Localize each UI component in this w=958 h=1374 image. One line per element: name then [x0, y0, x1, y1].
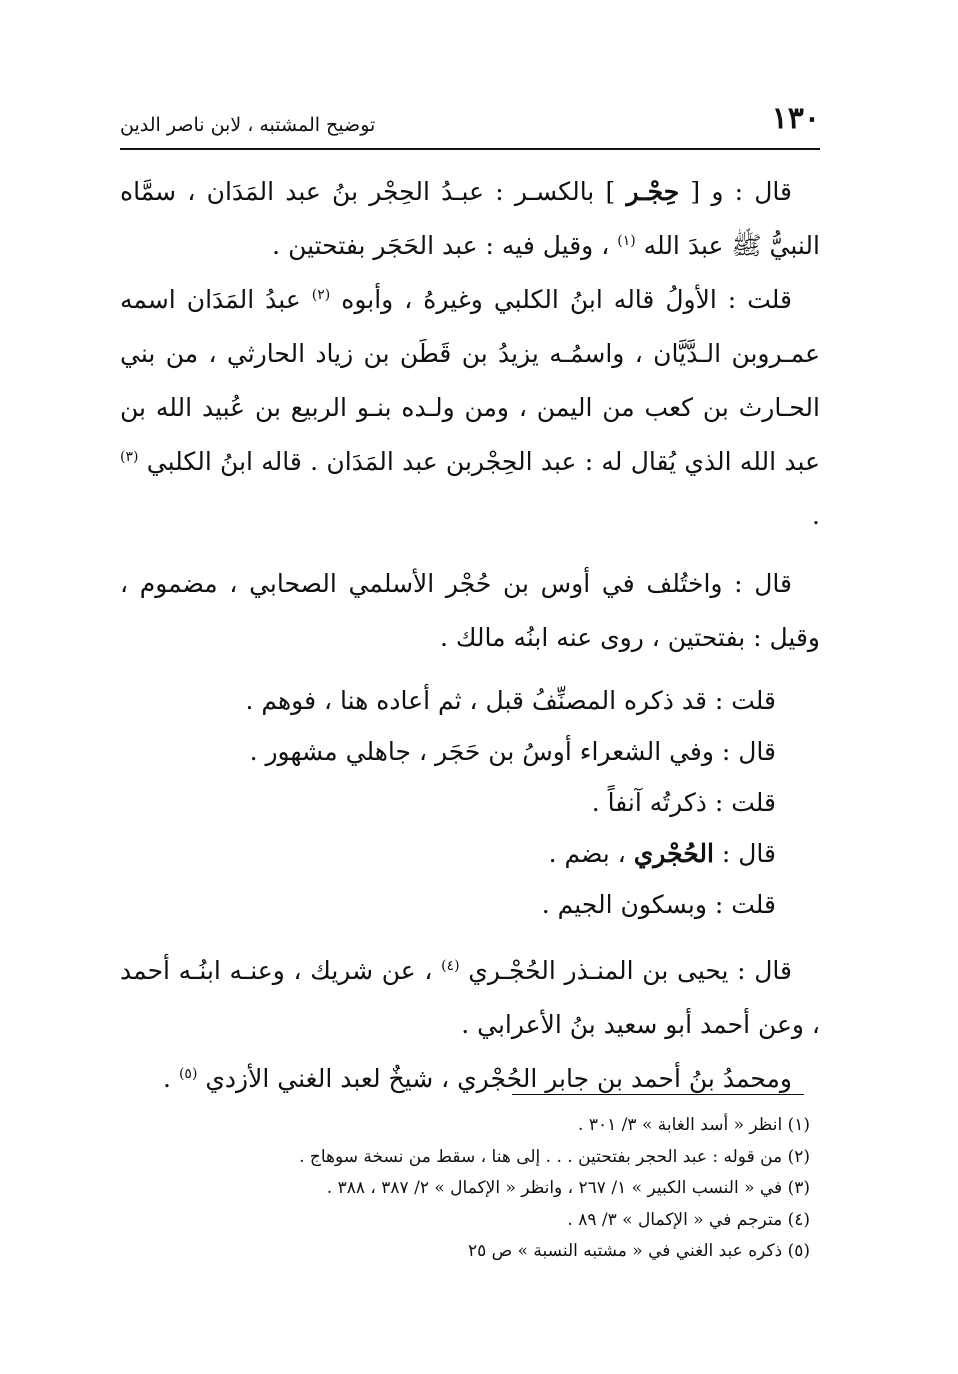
- footnote-3: (٣) في « النسب الكبير » ١/ ٢٦٧ ، وانظر « الإكمال » ٢/ ٣٨٧ ، ٣٨٨ .: [326, 1178, 810, 1198]
- footnote-5: (٥) ذكره عبد الغني في « مشتبه النسبة » ص ٢٥: [467, 1241, 810, 1261]
- line-qal-shuara: قال : وفي الشعراء أوسُ بن حَجَر ، جاهلي مشهور .: [249, 737, 776, 766]
- footnote-ref-3: (٣): [120, 449, 139, 465]
- paragraph-yahya: [120, 944, 820, 1052]
- running-title: توضيح المشتبه ، لابن ناصر الدين: [120, 114, 376, 136]
- line-qal-hujri: [120, 828, 776, 879]
- text-run: ومحمدُ بنُ أحمد بن جابر الحُجْري ، شيخٌ لعبد الغني الأزدي: [197, 1064, 792, 1093]
- footnote-ref-4: (٤): [441, 958, 460, 974]
- text-run: .: [812, 501, 820, 530]
- paragraph-muhammad: [120, 1052, 820, 1106]
- text-run: قال : يحيى بن المنـذر الحُجْـري: [459, 956, 793, 985]
- footnote-ref-5: (٥): [178, 1066, 198, 1082]
- text-run: ، بضم .: [548, 839, 634, 868]
- text-run: قال : واختُلف في أوس بن حُجْر الأسلمي الصحابي ، مضموم ، وقيل : بفتحتين ، روى عنه ابنُه مالك .: [120, 569, 820, 652]
- page-number: ١٣٠: [771, 101, 820, 136]
- footnotes: [200, 1110, 810, 1268]
- footnote-ref-2: (٢): [311, 287, 331, 303]
- footnote-1: (١) انظر « أسد الغابة » ٣/ ٣٠١ .: [578, 1115, 810, 1135]
- main-text: [120, 165, 820, 1106]
- paragraph-hijr: [120, 165, 820, 273]
- line-qult-2: قلت : ذكرتُه آنفاً .: [591, 788, 776, 817]
- text-run: ، عن شريك ، وعنـه ابنُـه أحمد ، وعن أحمد أبو سعيد بنُ الأعرابي .: [120, 956, 820, 1039]
- entry-term-hujri: الحُجْري: [633, 839, 714, 868]
- footnote-4: (٤) مترجم في « الإكمال » ٣/ ٨٩ .: [567, 1209, 810, 1230]
- text-run: عبدُ المَدَان اسمه عمـروبن الـدَّيَّان ، واسمُـه يزيدُ بن قَطَن بن زياد الحارثي ، من بني الحـارث بن كعب من اليمن ، ومن ولـده بنـو الربيع بن عُبيد الله بن عبد الله الذي يُقال له : عبد الحِجْربن عبد المَدَان . قاله ابنُ الكلبي: [120, 285, 820, 476]
- text-run: قلت : الأولُ قاله ابنُ الكلبي وغيرهُ ، وأبوه: [330, 285, 792, 314]
- text-run: قال :: [713, 839, 776, 868]
- footnote-2: (٢) من قوله : عبد الحجر بفتحتين . . . إلى هنا ، سقط من نسخة سوهاج .: [299, 1146, 810, 1167]
- short-lines-block: [120, 675, 820, 930]
- page-header: [120, 96, 820, 136]
- text-run: ، وقيل فيه : عبد الحَجَر بفتحتين .: [272, 231, 618, 260]
- footnote-rule: [512, 1094, 804, 1095]
- entry-term-hijr: حِجْـر: [626, 177, 680, 206]
- text-run: ] بالكسـر : عبـدُ الحِجْر بنُ عبد المَدَان ، سمَّاه النبيُّ ﷺ عبدَ الله: [120, 177, 820, 260]
- footnote-ref-1: (١): [617, 233, 636, 249]
- line-qult-1: قلت : قد ذكره المصنِّفُ قبل ، ثم أعاده هنا ، فوهم .: [245, 686, 776, 715]
- text-run: قال : و [: [679, 177, 792, 206]
- line-qult-3: قلت : وبسكون الجيم .: [541, 890, 776, 919]
- header-rule: [120, 148, 820, 150]
- text-run: .: [163, 1064, 179, 1093]
- paragraph-comment-1: [120, 273, 820, 543]
- paragraph-aws: [120, 557, 820, 665]
